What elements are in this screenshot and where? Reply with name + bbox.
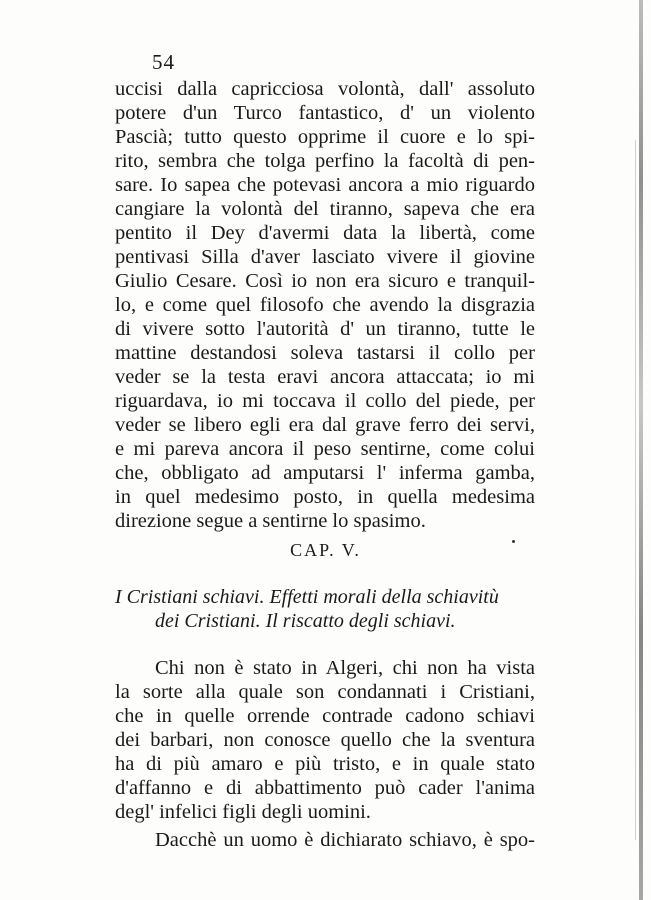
page-edge-line xyxy=(635,140,636,840)
body-line: di vivere sotto l'autorità d' un tiranno, tutte le xyxy=(115,318,535,340)
body-line: in quel medesimo posto, in quella medesima xyxy=(115,486,535,508)
body-line: Giulio Cesare. Così io non era sicuro e tranquil- xyxy=(115,270,535,292)
chapter-line: ha di più amaro e più tristo, e in quale stato xyxy=(115,753,535,775)
body-line-last: direzione segue a sentirne lo spasimo. xyxy=(115,510,426,532)
chapter-line: Dacchè un uomo è dichiarato schiavo, è spo- xyxy=(155,829,535,851)
body-line: e mi pareva ancora il peso sentirne, come colui xyxy=(115,438,535,460)
body-line: sare. Io sapea che potevasi ancora a mio riguardo xyxy=(115,174,535,196)
chapter-paragraph xyxy=(115,655,535,855)
body-line: veder se libero egli era dal grave ferro dei servi, xyxy=(115,414,535,436)
body-line: uccisi dalla capricciosa volontà, dall' assoluto xyxy=(115,78,535,100)
body-line: mattine destandosi soleva tastarsi il collo per xyxy=(115,342,535,364)
chapter-line: che in quelle orrende contrade cadono schiavi xyxy=(115,705,535,727)
chapter-line: degl' infelici figli degli uomini. xyxy=(115,801,371,823)
chapter-subtitle-line: I Cristiani schiavi. Effetti morali della schiavitù xyxy=(115,586,499,608)
body-line: potere d'un Turco fantastico, d' un violento xyxy=(115,102,535,124)
body-line: cangiare la volontà del tiranno, sapeva che era xyxy=(115,198,535,220)
body-line: lo, e come quel filosofo che avendo la disgrazia xyxy=(115,294,535,316)
chapter-line: dei barbari, non conosce quello che la sventura xyxy=(115,729,535,751)
body-line: pentivasi Silla d'aver lasciato vivere il giovine xyxy=(115,246,535,268)
body-line: che, obbligato ad amputarsi l' inferma gamba, xyxy=(115,462,535,484)
chapter-line: Chi non è stato in Algeri, chi non ha vista xyxy=(155,657,535,679)
body-line: riguardava, io mi toccava il collo del piede, per xyxy=(115,390,535,412)
chapter-heading: CAP. V. xyxy=(290,540,361,560)
chapter-line: la sorte alla quale son condannati i Cristiani, xyxy=(115,681,535,703)
body-line: veder se la testa eravi ancora attaccata; io mi xyxy=(115,366,535,388)
chapter-subtitle-line: dei Cristiani. Il riscatto degli schiavi. xyxy=(155,610,456,632)
body-paragraph xyxy=(115,76,535,546)
body-line: Pascià; tutto questo opprime il cuore e lo spi- xyxy=(115,126,535,148)
chapter-line: d'affanno e di abbattimento può cader l'anima xyxy=(115,777,535,799)
page-spine-shadow xyxy=(639,0,643,900)
body-line: rito, sembra che tolga perfino la facoltà di pen- xyxy=(115,150,535,172)
page-number: 54 xyxy=(152,50,175,74)
body-line: pentito il Dey d'avermi data la libertà, come xyxy=(115,222,535,244)
